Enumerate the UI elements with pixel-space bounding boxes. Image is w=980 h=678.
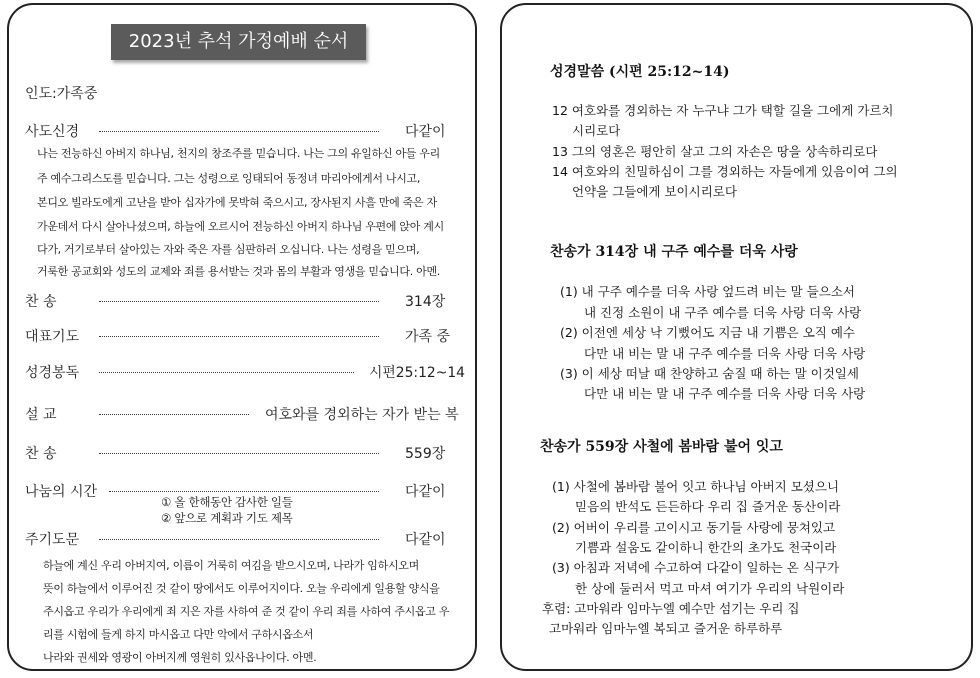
- page-title: 2023년 추석 가정예배 순서: [111, 24, 366, 60]
- creed-text-line: 본디오 빌라도에게 고난을 받아 십자가에 못박혀 죽으시고, 장사된지 사흘 만에 죽은 자: [37, 196, 437, 209]
- hymn314-line: (1) 내 구주 예수를 더욱 사랑 엎드려 비는 말 들으소서: [560, 284, 855, 299]
- lords-prayer-value: 다같이: [405, 532, 446, 548]
- hymn2-value: 559장: [405, 446, 446, 462]
- hymn559-title: 찬송가 559장 사철에 봄바람 불어 잇고: [540, 439, 783, 455]
- lords-prayer-line: 주시옵고 우리가 우리에게 죄 지은 자를 사하여 준 것 같이 우리 죄를 사하여 주시옵고 우: [43, 605, 450, 618]
- sharing-value: 다같이: [405, 484, 446, 500]
- hymn314-line: 내 진정 소원이 내 구주 예수를 더욱 사랑 더욱 사랑: [584, 305, 862, 320]
- hymn559-line: (3) 아침과 저녁에 수고하여 다같이 일하는 온 식구가: [552, 560, 840, 575]
- dotted-leader: [99, 539, 379, 540]
- hymn559-line: 기쁨과 설움도 같이하니 한간의 초가도 천국이라: [575, 540, 837, 555]
- hymn1-label: 찬 송: [25, 294, 57, 310]
- scripture-hymns-panel: [500, 3, 973, 671]
- hymn559-line: 믿음의 반석도 든든하다 우리 집 즐거운 동산이라: [575, 499, 841, 514]
- scripture-verse-line: 시리로다: [572, 123, 621, 138]
- sharing-topic-1: ① 올 한해동안 감사한 일들: [161, 495, 293, 509]
- dotted-leader: [99, 131, 379, 132]
- creed-text-line: 주 예수그리스도를 믿습니다. 그는 성령으로 잉태되어 동정녀 마리아에게서 나시고,: [37, 172, 421, 185]
- hymn2-label: 찬 송: [25, 446, 57, 462]
- creed-text-line: 가운데서 다시 살아나셨으며, 하늘에 오르시어 전능하신 아버지 하나님 우편에 앉아 계시: [37, 220, 444, 233]
- creed-text-line: 나는 전능하신 아버지 하나님, 천지의 창조주를 믿습니다. 나는 그의 유일하신 아들 우리: [37, 147, 440, 160]
- scripture-verse-line: 언약을 그들에게 보이시리로다: [572, 184, 737, 199]
- hymn314-line: (3) 이 세상 떠날 때 찬양하고 숨질 때 하는 말 이것일세: [560, 366, 859, 381]
- hymn314-line: 다만 내 비는 말 내 구주 예수를 더욱 사랑 더욱 사랑: [584, 346, 866, 361]
- dotted-leader: [99, 453, 379, 454]
- dotted-leader: [99, 414, 249, 415]
- lords-prayer-label: 주기도문: [25, 532, 80, 548]
- leader-line: 인도:가족중: [25, 86, 98, 102]
- creed-value: 다같이: [405, 124, 446, 140]
- lords-prayer-line: 하늘에 계신 우리 아버지여, 이름이 거룩히 여김을 받으시오며, 나라가 임하시오며: [43, 559, 419, 572]
- lords-prayer-line: 나라와 권세와 영광이 아버지께 영원히 있사옵나이다. 아멘.: [43, 651, 317, 664]
- dotted-leader: [99, 336, 379, 337]
- sermon-value: 여호와를 경외하는 자가 받는 복: [265, 407, 459, 423]
- hymn559-refrain-line: 후렴: 고마워라 임마누엘 예수만 섬기는 우리 집: [542, 601, 800, 616]
- reading-label: 성경봉독: [25, 365, 80, 381]
- hymn559-line: (1) 사철에 봄바람 불어 잇고 하나님 아버지 모셨으니: [552, 479, 840, 494]
- hymn559-line: 한 상에 둘러서 먹고 마셔 여기가 우리의 낙원이라: [575, 581, 845, 596]
- scripture-title: 성경말씀 (시편 25:12~14): [550, 64, 730, 80]
- dotted-leader: [99, 301, 379, 302]
- hymn314-title: 찬송가 314장 내 구주 예수를 더욱 사랑: [550, 244, 798, 260]
- creed-text-line: 다가, 거기로부터 살아있는 자와 죽은 자를 심판하러 오십니다. 나는 성령을 믿으며,: [37, 243, 420, 256]
- lords-prayer-line: 뜻이 하늘에서 이루어진 것 같이 땅에서도 이루어지이다. 오늘 우리에게 일용할 양식을: [43, 582, 440, 595]
- dotted-leader: [109, 491, 379, 492]
- hymn559-line: (2) 어버이 우리를 고이시고 동기들 사랑에 뭉쳐있고: [552, 520, 836, 535]
- sharing-topic-2: ② 앞으로 계획과 기도 제목: [161, 511, 293, 525]
- dotted-leader: [99, 372, 354, 373]
- scripture-verse-line: 14 여호와의 친밀하심이 그를 경외하는 자들에게 있음이여 그의: [552, 164, 898, 179]
- creed-label: 사도신경: [25, 124, 80, 140]
- sharing-label: 나눔의 시간: [25, 484, 98, 500]
- hymn559-refrain-line: 고마워라 임마누엘 복되고 즐거운 하루하루: [549, 621, 783, 636]
- lords-prayer-line: 리를 시험에 들게 하지 마시옵고 다만 악에서 구하시옵소서: [43, 628, 314, 641]
- hymn314-line: 다만 내 비는 말 내 구주 예수를 더욱 사랑 더욱 사랑: [584, 386, 866, 401]
- hymn1-value: 314장: [405, 294, 446, 310]
- reading-value: 시편25:12~14: [369, 365, 465, 381]
- hymn314-line: (2) 이전엔 세상 낙 기뻤어도 지금 내 기쁨은 오직 예수: [560, 325, 855, 340]
- scripture-verse-line: 13 그의 영혼은 평안히 살고 그의 자손은 땅을 상속하리로다: [552, 144, 878, 159]
- prayer-label: 대표기도: [25, 329, 80, 345]
- prayer-value: 가족 중: [405, 329, 451, 345]
- scripture-verse-line: 12 여호와를 경외하는 자 누구냐 그가 택할 길을 그에게 가르치: [552, 103, 894, 118]
- sermon-label: 설 교: [25, 407, 57, 423]
- order-of-worship-panel: [7, 3, 477, 671]
- creed-text-line: 거룩한 공교회와 성도의 교제와 죄를 용서받는 것과 몸의 부활과 영생을 믿습니다. 아멘.: [37, 265, 440, 278]
